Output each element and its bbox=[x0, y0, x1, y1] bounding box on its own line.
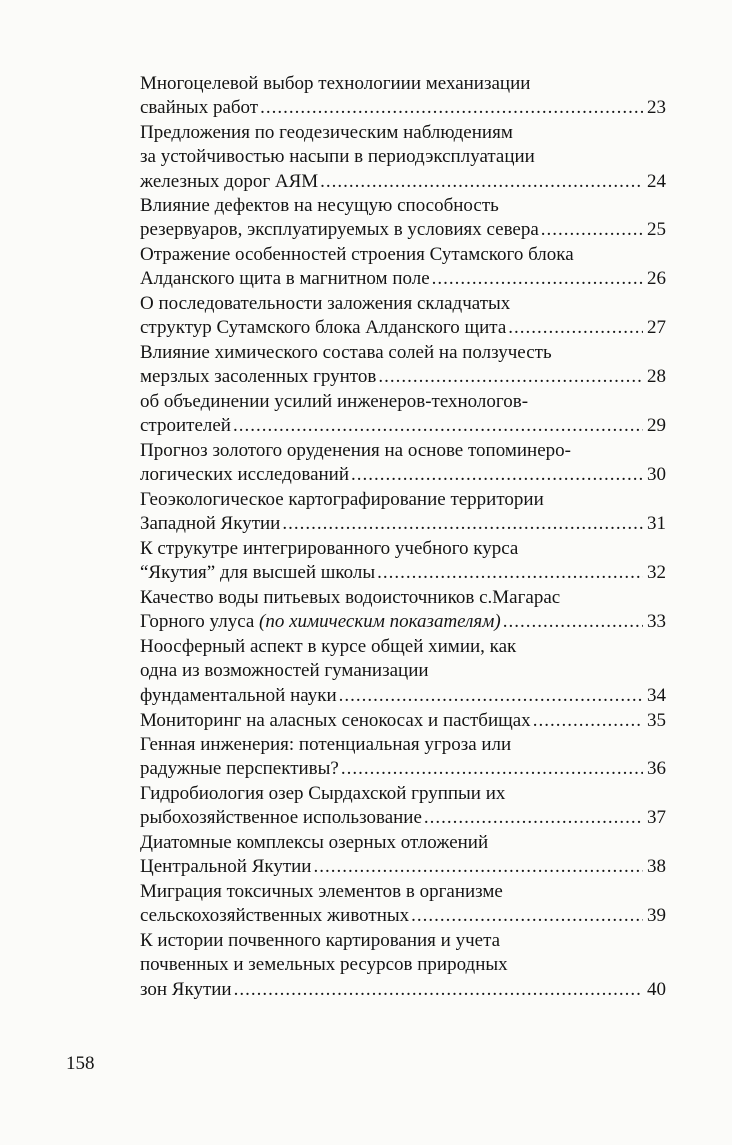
toc-entry-title-text: логических исследований bbox=[140, 464, 350, 486]
dot-leader bbox=[351, 463, 643, 487]
toc-entry-title-text: железных дорог АЯМ bbox=[140, 170, 319, 192]
toc-entry-last-line bbox=[140, 267, 666, 291]
toc-entry-title-text: зон Якутии bbox=[140, 978, 232, 1000]
toc-entry-title-end bbox=[140, 414, 231, 438]
dot-leader bbox=[320, 170, 643, 194]
toc-page-number: 27 bbox=[647, 317, 666, 339]
toc-entry bbox=[140, 439, 666, 488]
toc-entry-title-line: Гидробиология озер Сырдахской группыи их bbox=[140, 783, 506, 804]
toc-page-number: 25 bbox=[647, 219, 666, 241]
toc-page-number: 30 bbox=[647, 464, 666, 486]
toc-entry-title-line: Влияние дефектов на несущую способность bbox=[140, 195, 499, 216]
toc-entry-last-line bbox=[140, 365, 666, 389]
toc-page-number: 24 bbox=[647, 170, 666, 192]
toc-entry-title-end bbox=[140, 806, 422, 830]
toc-entry bbox=[140, 390, 666, 439]
toc-entry bbox=[140, 635, 666, 708]
toc-entry-title-line: К струкутре интегрированного учебного курса bbox=[140, 538, 519, 559]
toc-page-number: 26 bbox=[647, 268, 666, 290]
dot-leader bbox=[313, 855, 643, 879]
toc-entry-title-line: К истории почвенного картирования и учета bbox=[140, 930, 501, 951]
toc-entry-title-line: Геоэкологическое картографирование территории bbox=[140, 489, 544, 510]
toc-entry-last-line bbox=[140, 96, 666, 120]
toc-entry-last-line bbox=[140, 610, 666, 634]
toc-entry-title-end bbox=[140, 218, 539, 242]
toc-entry-title-line: Ноосферный аспект в курсе общей химии, как bbox=[140, 636, 517, 657]
toc-page-number: 36 bbox=[647, 758, 666, 780]
toc-page-number: 31 bbox=[647, 513, 666, 535]
toc-entry-title-line: Многоцелевой выбор технологиии механизации bbox=[140, 73, 531, 94]
toc-entry-title-line: Предложения по геодезическим наблюдениям bbox=[140, 122, 513, 143]
toc-entry bbox=[140, 831, 666, 880]
toc-page-number: 39 bbox=[647, 905, 666, 927]
toc-entry-title-end bbox=[140, 316, 506, 340]
toc-entry bbox=[140, 341, 666, 390]
toc-entry-title-end bbox=[140, 96, 258, 120]
toc-entry-italic-note: (по химическим показателям) bbox=[259, 611, 501, 633]
toc-entry-title-line: Отражение особенностей строения Сутамского блока bbox=[140, 244, 574, 265]
toc-entry bbox=[140, 586, 666, 635]
toc-entry-title-line: Прогноз золотого оруденения на основе топоминеро- bbox=[140, 440, 571, 461]
toc-entry-title-text: радужные перспективы? bbox=[140, 758, 339, 780]
toc-page-number: 23 bbox=[647, 97, 666, 119]
dot-leader bbox=[377, 561, 643, 585]
dot-leader bbox=[234, 978, 643, 1002]
toc-entry-title-line: почвенных и земельных ресурсов природных bbox=[140, 954, 508, 976]
toc-entry-title-end bbox=[140, 709, 531, 733]
toc-entry-title-line: Качество воды питьевых водоисточников с.Магарас bbox=[140, 587, 561, 608]
toc-entry bbox=[140, 709, 666, 733]
toc-entry-last-line bbox=[140, 218, 666, 242]
toc-entry bbox=[140, 782, 666, 831]
toc-entry-title-end bbox=[140, 561, 375, 585]
toc-entry-title-end bbox=[140, 978, 232, 1002]
toc-page-number: 33 bbox=[647, 611, 666, 633]
toc-page-number: 40 bbox=[647, 978, 666, 1000]
toc-entry-title-text: фундаментальной науки bbox=[140, 684, 337, 706]
toc-entry-last-line bbox=[140, 806, 666, 830]
toc-page-number: 28 bbox=[647, 366, 666, 388]
toc-entry-title-end bbox=[140, 904, 409, 928]
dot-leader bbox=[378, 365, 643, 389]
toc-page-number: 35 bbox=[647, 710, 666, 731]
toc-entry-title-end bbox=[140, 757, 339, 781]
toc-entry-last-line bbox=[140, 170, 666, 194]
toc-entry-title-text: мерзлых засоленных грунтов bbox=[140, 366, 377, 388]
dot-leader bbox=[260, 96, 643, 120]
toc-entry-last-line bbox=[140, 463, 666, 487]
dot-leader bbox=[432, 267, 643, 291]
toc-entry bbox=[140, 733, 666, 782]
toc-entry bbox=[140, 488, 666, 537]
toc-entry-title-text: Западной Якутии bbox=[140, 513, 281, 535]
toc-entry-title-line: одна из возможностей гуманизации bbox=[140, 660, 429, 682]
toc-entry-last-line bbox=[140, 512, 666, 536]
toc-entry-title-end bbox=[140, 512, 280, 536]
dot-leader bbox=[533, 709, 643, 733]
dot-leader bbox=[341, 757, 643, 781]
toc-entry-title-text: Центральной Якутии bbox=[140, 856, 312, 878]
dot-leader bbox=[508, 316, 643, 340]
toc-entry-title-text: Мониторинг на аласных сенокосах и пастбищах bbox=[140, 710, 531, 731]
toc-entry-title-line: Влияние химического состава солей на ползучесть bbox=[140, 342, 552, 363]
dot-leader bbox=[411, 904, 643, 928]
toc-entry bbox=[140, 243, 666, 292]
toc-entry-title-text: Горного улуса bbox=[140, 611, 255, 633]
dot-leader bbox=[233, 414, 643, 438]
page-number: 158 bbox=[66, 1053, 95, 1074]
dot-leader bbox=[503, 610, 643, 634]
toc-entry-last-line bbox=[140, 978, 666, 1002]
toc-entry-title-end bbox=[140, 855, 311, 879]
toc-page-number: 37 bbox=[647, 807, 666, 829]
toc-entry-title-line: Генная инженерия: потенциальная угроза или bbox=[140, 734, 512, 755]
toc-entry-title-text: строителей bbox=[140, 415, 231, 437]
toc-entry bbox=[140, 929, 666, 1002]
toc-entry-last-line bbox=[140, 316, 666, 340]
toc-entry-title-end bbox=[140, 267, 430, 291]
toc-entry-last-line bbox=[140, 709, 666, 733]
toc-entry-title-line: за устойчивостью насыпи в периодэксплуатации bbox=[140, 146, 535, 168]
toc-entry bbox=[140, 72, 666, 121]
toc-entry-title-end bbox=[140, 463, 349, 487]
toc-entry-title-line: Диатомные комплексы озерных отложений bbox=[140, 832, 489, 853]
toc-entry-title-text: Алданского щита в магнитном поле bbox=[140, 268, 430, 290]
toc-page-number: 34 bbox=[647, 684, 666, 706]
toc-entry bbox=[140, 194, 666, 243]
toc-entry-title-line: об объединении усилий инженеров-технологов- bbox=[140, 391, 529, 412]
dot-leader bbox=[339, 684, 643, 708]
toc-entry-title-text: структур Сутамского блока Алданского щита bbox=[140, 317, 507, 339]
toc-entry bbox=[140, 880, 666, 929]
toc-entry-title-end bbox=[140, 365, 376, 389]
toc-entry-last-line bbox=[140, 855, 666, 879]
toc-entry-last-line bbox=[140, 561, 666, 585]
toc-entry-title-text: “Якутия” для высшей школы bbox=[140, 562, 376, 584]
toc-page-number: 38 bbox=[647, 856, 666, 878]
toc-entry-last-line bbox=[140, 904, 666, 928]
toc-entry-title-text: свайных работ bbox=[140, 97, 259, 119]
toc-entry bbox=[140, 121, 666, 194]
toc-entry-title-text: рыбохозяйственное использование bbox=[140, 807, 422, 829]
toc-entry-title-line: О последовательности заложения складчатых bbox=[140, 293, 511, 314]
toc-entry bbox=[140, 292, 666, 341]
dot-leader bbox=[424, 806, 643, 830]
dot-leader bbox=[282, 512, 643, 536]
toc-page-number: 29 bbox=[647, 415, 666, 437]
toc-entry-last-line bbox=[140, 757, 666, 781]
toc-entry-title-end bbox=[140, 170, 318, 194]
toc-entry-title-line: Миграция токсичных элементов в организме bbox=[140, 881, 503, 902]
toc-entry-title-end bbox=[140, 610, 501, 634]
toc-entry-last-line bbox=[140, 684, 666, 708]
toc-entry-last-line bbox=[140, 414, 666, 438]
toc-entry bbox=[140, 537, 666, 586]
toc-entry-title-text: сельскохозяйственных животных bbox=[140, 905, 410, 927]
toc-page-number: 32 bbox=[647, 562, 666, 584]
toc-entry-title-end bbox=[140, 684, 337, 708]
toc-entry-title-text: резервуаров, эксплуатируемых в условиях севера bbox=[140, 219, 539, 241]
dot-leader bbox=[541, 218, 643, 242]
